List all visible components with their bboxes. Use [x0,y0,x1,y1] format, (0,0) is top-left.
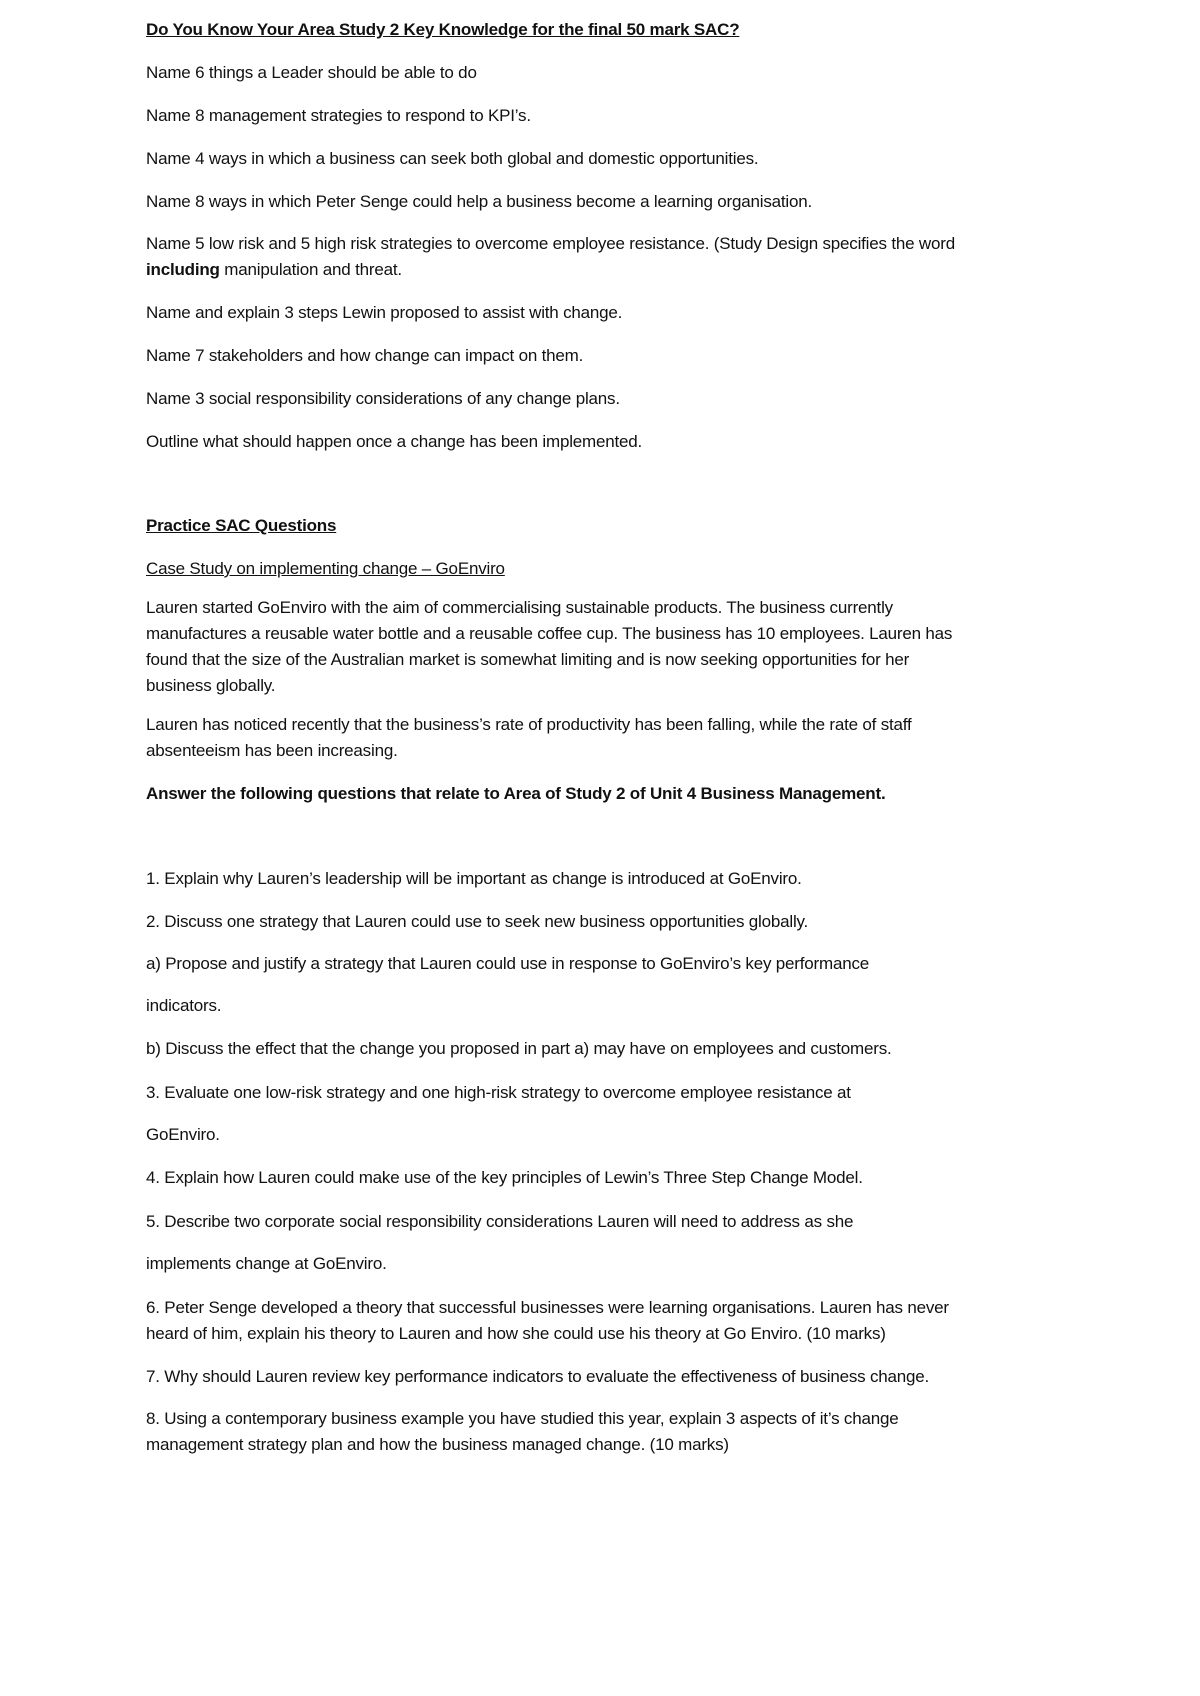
question-2: 2. Discuss one strategy that Lauren could use to seek new business opportunities globally. [146,912,809,931]
question-8-line: management strategy plan and how the business managed change. (10 marks) [146,1435,729,1454]
study-question: Name 6 things a Leader should be able to do [146,63,477,82]
question-7: 7. Why should Lauren review key performance indicators to evaluate the effectiveness of business change. [146,1367,930,1386]
question-6-line: heard of him, explain his theory to Lauren and how she could use his theory at Go Enviro. (10 marks) [146,1324,886,1343]
question-3-line: 3. Evaluate one low-risk strategy and one high-risk strategy to overcome employee resistance at [146,1083,851,1102]
question-2a [146,943,1066,1027]
question-5-line: implements change at GoEnviro. [146,1254,387,1273]
question-1: 1. Explain why Lauren’s leadership will be important as change is introduced at GoEnviro. [146,869,802,888]
case-line: manufactures a reusable water bottle and a reusable coffee cup. The business has 10 employees. Lauren has [146,624,953,643]
study-question: Name 7 stakeholders and how change can impact on them. [146,346,584,365]
question-2a-line: indicators. [146,996,222,1015]
question-8-line: 8. Using a contemporary business example you have studied this year, explain 3 aspects of it’s change [146,1409,899,1428]
question-6 [146,1295,1066,1347]
resistance-bold-word: including [146,260,220,279]
study-question: Name 8 management strategies to respond to KPI’s. [146,106,531,125]
question-5-line: 5. Describe two corporate social responsibility considerations Lauren will need to address as she [146,1212,854,1231]
question-6-line: 6. Peter Senge developed a theory that successful businesses were learning organisations. Lauren has never [146,1298,949,1317]
practice-heading: Practice SAC Questions [146,516,337,535]
case-paragraph [146,712,1066,764]
question-2b: b) Discuss the effect that the change you proposed in part a) may have on employees and customers. [146,1039,892,1058]
case-line: Lauren started GoEnviro with the aim of commercialising sustainable products. The business currently [146,598,893,617]
resistance-rest: manipulation and threat. [219,260,402,279]
question-3 [146,1072,1066,1156]
case-paragraph [146,595,1066,699]
study-question-resistance [146,231,1066,283]
question-2a-line: a) Propose and justify a strategy that Lauren could use in response to GoEnviro’s key performance [146,954,870,973]
study-question: Name 8 ways in which Peter Senge could help a business become a learning organisation. [146,192,813,211]
case-line: absenteeism has been increasing. [146,741,398,760]
case-line: Lauren has noticed recently that the business’s rate of productivity has been falling, while the rate of staff [146,715,912,734]
question-5 [146,1201,1066,1285]
study-question: Outline what should happen once a change has been implemented. [146,432,643,451]
study-question: Name and explain 3 steps Lewin proposed to assist with change. [146,303,623,322]
question-4: 4. Explain how Lauren could make use of the key principles of Lewin’s Three Step Change Model. [146,1168,863,1187]
case-line: found that the size of the Australian market is somewhat limiting and is now seeking opportunities for her [146,650,910,669]
case-heading: Case Study on implementing change – GoEnviro [146,559,505,578]
resistance-line1: Name 5 low risk and 5 high risk strategies to overcome employee resistance. (Study Design specifies the word [146,234,955,253]
study-title: Do You Know Your Area Study 2 Key Knowledge for the final 50 mark SAC? [146,20,740,39]
study-question: Name 4 ways in which a business can seek both global and domestic opportunities. [146,149,759,168]
document-page [146,16,1066,1458]
question-3-line: GoEnviro. [146,1125,220,1144]
study-question: Name 3 social responsibility considerations of any change plans. [146,389,620,408]
case-line: business globally. [146,676,276,695]
instruction: Answer the following questions that relate to Area of Study 2 of Unit 4 Business Management. [146,784,886,803]
question-8 [146,1406,1066,1458]
